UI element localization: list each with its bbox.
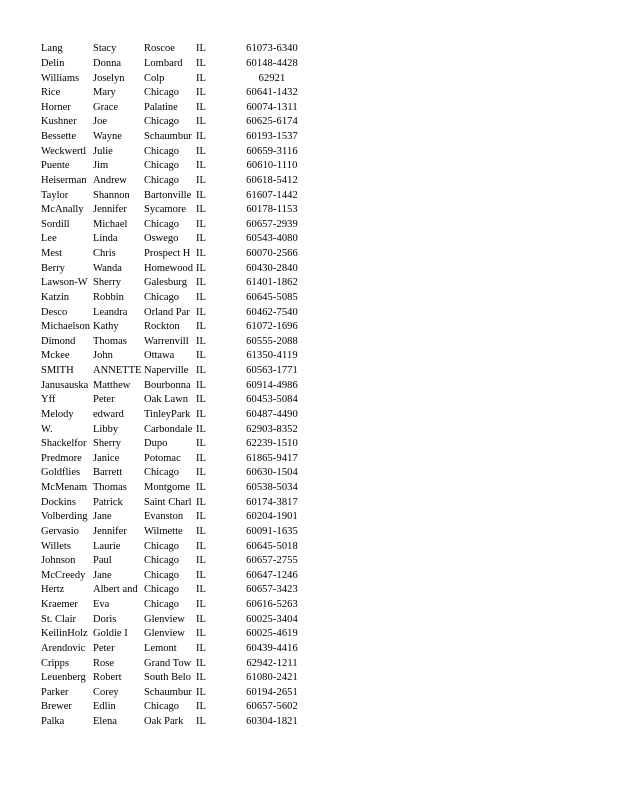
first-name-cell: Jennifer xyxy=(93,525,127,537)
state-cell: IL xyxy=(196,248,206,260)
table-row xyxy=(41,612,308,627)
state-cell: IL xyxy=(196,686,206,698)
zip-cell: 61865-9417 xyxy=(246,452,298,464)
table-row xyxy=(41,349,308,364)
zip-cell: 60304-1821 xyxy=(246,716,298,728)
table-row xyxy=(41,466,308,481)
first-name-cell: Chris xyxy=(93,248,116,260)
first-name-cell: Andrew xyxy=(93,174,127,186)
first-name-cell: ANNETTE xyxy=(93,365,142,377)
city-cell: Dupo xyxy=(144,438,168,450)
zip-cell: 60657-2939 xyxy=(246,218,298,230)
first-name-cell: Barrett xyxy=(93,467,123,479)
first-name-cell: Elena xyxy=(93,716,117,728)
city-cell: Chicago xyxy=(144,584,179,596)
first-name-cell: Rose xyxy=(93,657,114,669)
zip-cell: 60538-5034 xyxy=(246,482,298,494)
city-cell: Chicago xyxy=(144,467,179,479)
table-row xyxy=(41,671,308,686)
state-cell: IL xyxy=(196,365,206,377)
city-cell: Homewood xyxy=(144,262,193,274)
first-name-cell: Jane xyxy=(93,511,112,523)
first-name-cell: Edlin xyxy=(93,701,116,713)
city-cell: Oak Park xyxy=(144,716,184,728)
first-name-cell: Stacy xyxy=(93,43,117,55)
first-name-cell: Sherry xyxy=(93,277,121,289)
zip-cell: 60430-2840 xyxy=(246,262,298,274)
last-name-cell: Parker xyxy=(41,686,69,698)
table-row xyxy=(41,188,308,203)
zip-cell: 61072-1696 xyxy=(246,321,298,333)
table-row xyxy=(41,408,308,423)
city-cell: Palatine xyxy=(144,101,178,113)
last-name-cell: Volberding xyxy=(41,511,88,523)
table-row xyxy=(41,554,308,569)
city-cell: Prospect H xyxy=(144,248,191,260)
state-cell: IL xyxy=(196,394,206,406)
state-cell: IL xyxy=(196,72,206,84)
first-name-cell: Wayne xyxy=(93,131,122,143)
table-row xyxy=(41,276,308,291)
first-name-cell: Sherry xyxy=(93,438,121,450)
first-name-cell: Thomas xyxy=(93,482,127,494)
city-cell: Colp xyxy=(144,72,165,84)
first-name-cell: Albert and xyxy=(93,584,138,596)
table-row xyxy=(41,335,308,350)
city-cell: Roscoe xyxy=(144,43,175,55)
first-name-cell: Jane xyxy=(93,569,112,581)
zip-cell: 61350-4119 xyxy=(246,350,298,362)
first-name-cell: Thomas xyxy=(93,335,127,347)
table-row xyxy=(41,115,308,130)
first-name-cell: Libby xyxy=(93,423,119,435)
city-cell: Galesburg xyxy=(144,277,187,289)
state-cell: IL xyxy=(196,555,206,567)
table-row xyxy=(41,130,308,145)
city-cell: Chicago xyxy=(144,116,179,128)
last-name-cell: Taylor xyxy=(41,189,69,201)
zip-cell: 61080-2421 xyxy=(246,672,298,684)
zip-cell: 60659-3116 xyxy=(246,145,298,157)
table-row xyxy=(41,247,308,262)
table-row xyxy=(41,174,308,189)
table-row xyxy=(41,101,308,116)
first-name-cell: Leandra xyxy=(93,306,128,318)
city-cell: Rockton xyxy=(144,321,180,333)
state-cell: IL xyxy=(196,452,206,464)
last-name-cell: Lee xyxy=(41,233,57,245)
table-row xyxy=(41,57,308,72)
state-cell: IL xyxy=(196,613,206,625)
city-cell: Chicago xyxy=(144,701,179,713)
last-name-cell: SMITH xyxy=(41,365,74,377)
city-cell: Sycamore xyxy=(144,204,186,216)
table-row xyxy=(41,598,308,613)
last-name-cell: Williams xyxy=(41,72,80,84)
zip-cell: 60462-7540 xyxy=(246,306,298,318)
first-name-cell: Julie xyxy=(93,145,113,157)
table-row xyxy=(41,583,308,598)
table-row xyxy=(41,686,308,701)
last-name-cell: Bessette xyxy=(41,131,76,143)
table-row xyxy=(41,642,308,657)
first-name-cell: Corey xyxy=(93,686,119,698)
zip-cell: 60630-1504 xyxy=(246,467,298,479)
table-row xyxy=(41,627,308,642)
state-cell: IL xyxy=(196,672,206,684)
first-name-cell: Grace xyxy=(93,101,119,113)
table-row xyxy=(41,364,308,379)
last-name-cell: Berry xyxy=(41,262,65,274)
zip-cell: 60174-3817 xyxy=(246,496,298,508)
last-name-cell: Mckee xyxy=(41,350,70,362)
zip-cell: 60641-1432 xyxy=(246,87,298,99)
table-row xyxy=(41,715,308,730)
last-name-cell: Michaelson xyxy=(41,321,90,333)
city-cell: Oswego xyxy=(144,233,179,245)
last-name-cell: Brewer xyxy=(41,701,72,713)
zip-cell: 60194-2651 xyxy=(246,686,298,698)
last-name-cell: Janusauska xyxy=(41,379,89,391)
city-cell: Chicago xyxy=(144,599,179,611)
last-name-cell: Hertz xyxy=(41,584,65,596)
state-cell: IL xyxy=(196,277,206,289)
city-cell: Carbondale xyxy=(144,423,193,435)
state-cell: IL xyxy=(196,116,206,128)
city-cell: Lemont xyxy=(144,642,177,654)
city-cell: Chicago xyxy=(144,555,179,567)
state-cell: IL xyxy=(196,569,206,581)
city-cell: Lombard xyxy=(144,57,183,69)
last-name-cell: Palka xyxy=(41,716,65,728)
state-cell: IL xyxy=(196,291,206,303)
zip-cell: 61401-1862 xyxy=(246,277,298,289)
last-name-cell: Delin xyxy=(41,57,65,69)
table-row xyxy=(41,86,308,101)
last-name-cell: Lawson-W xyxy=(41,277,88,289)
city-cell: Montgome xyxy=(144,482,191,494)
zip-cell: 60178-1153 xyxy=(246,204,298,216)
last-name-cell: Kushner xyxy=(41,116,77,128)
first-name-cell: Doris xyxy=(93,613,117,625)
city-cell: Chicago xyxy=(144,160,179,172)
last-name-cell: Katzin xyxy=(41,291,69,303)
table-row xyxy=(41,320,308,335)
state-cell: IL xyxy=(196,716,206,728)
city-cell: Chicago xyxy=(144,145,179,157)
city-cell: Glenview xyxy=(144,628,185,640)
first-name-cell: Janice xyxy=(93,452,120,464)
first-name-cell: edward xyxy=(93,408,124,420)
table-row xyxy=(41,525,308,540)
zip-cell: 60625-6174 xyxy=(246,116,298,128)
last-name-cell: Heiserman xyxy=(41,174,87,186)
first-name-cell: Wanda xyxy=(93,262,122,274)
last-name-cell: Shackelfor xyxy=(41,438,87,450)
state-cell: IL xyxy=(196,174,206,186)
city-cell: TinleyPark xyxy=(144,408,191,420)
zip-cell: 61607-1442 xyxy=(246,189,298,201)
state-cell: IL xyxy=(196,321,206,333)
zip-cell: 62942-1211 xyxy=(246,657,298,669)
state-cell: IL xyxy=(196,423,206,435)
state-cell: IL xyxy=(196,262,206,274)
zip-cell: 60204-1901 xyxy=(246,511,298,523)
state-cell: IL xyxy=(196,525,206,537)
first-name-cell: John xyxy=(93,350,113,362)
last-name-cell: St. Clair xyxy=(41,613,77,625)
zip-cell: 60616-5263 xyxy=(246,599,298,611)
zip-cell: 60555-2088 xyxy=(246,335,298,347)
city-cell: Potomac xyxy=(144,452,181,464)
last-name-cell: Horner xyxy=(41,101,71,113)
last-name-cell: Melody xyxy=(41,408,74,420)
state-cell: IL xyxy=(196,145,206,157)
first-name-cell: Joe xyxy=(93,116,107,128)
table-row xyxy=(41,393,308,408)
table-row xyxy=(41,305,308,320)
zip-cell: 60148-4428 xyxy=(246,57,298,69)
last-name-cell: Dockins xyxy=(41,496,76,508)
zip-cell: 62921 xyxy=(258,72,286,84)
city-cell: Saint Charl xyxy=(144,496,192,508)
zip-cell: 60657-2755 xyxy=(246,555,298,567)
state-cell: IL xyxy=(196,599,206,611)
last-name-cell: Cripps xyxy=(41,657,70,669)
city-cell: Warrenvill xyxy=(144,335,189,347)
zip-cell: 60193-1537 xyxy=(246,131,298,143)
city-cell: Chicago xyxy=(144,291,179,303)
city-cell: Ottawa xyxy=(144,350,175,362)
city-cell: Oak Lawn xyxy=(144,394,189,406)
first-name-cell: Michael xyxy=(93,218,128,230)
city-cell: South Belo xyxy=(144,672,191,684)
first-name-cell: Jim xyxy=(93,160,109,172)
city-cell: Chicago xyxy=(144,174,179,186)
state-cell: IL xyxy=(196,131,206,143)
state-cell: IL xyxy=(196,496,206,508)
table-row xyxy=(41,510,308,525)
last-name-cell: Sordill xyxy=(41,218,70,230)
first-name-cell: Shannon xyxy=(93,189,130,201)
last-name-cell: McCreedy xyxy=(41,569,86,581)
zip-cell: 60453-5084 xyxy=(246,394,298,406)
first-name-cell: Robbin xyxy=(93,291,124,303)
table-row xyxy=(41,569,308,584)
state-cell: IL xyxy=(196,584,206,596)
first-name-cell: Joselyn xyxy=(93,72,125,84)
zip-cell: 60543-4080 xyxy=(246,233,298,245)
zip-cell: 60025-4619 xyxy=(246,628,298,640)
city-cell: Bourbonna xyxy=(144,379,191,391)
table-row xyxy=(41,291,308,306)
table-row xyxy=(41,700,308,715)
zip-cell: 60618-5412 xyxy=(246,174,298,186)
address-table xyxy=(41,42,308,729)
last-name-cell: Johnson xyxy=(41,555,76,567)
last-name-cell: KeilinHolz xyxy=(41,628,88,640)
last-name-cell: Gervasio xyxy=(41,525,79,537)
table-row xyxy=(41,203,308,218)
table-row xyxy=(41,218,308,233)
zip-cell: 60563-1771 xyxy=(246,365,298,377)
state-cell: IL xyxy=(196,218,206,230)
first-name-cell: Robert xyxy=(93,672,122,684)
city-cell: Orland Par xyxy=(144,306,190,318)
zip-cell: 60657-5602 xyxy=(246,701,298,713)
city-cell: Bartonville xyxy=(144,189,192,201)
state-cell: IL xyxy=(196,482,206,494)
table-row xyxy=(41,378,308,393)
state-cell: IL xyxy=(196,408,206,420)
last-name-cell: W. xyxy=(41,423,53,435)
first-name-cell: Peter xyxy=(93,642,115,654)
first-name-cell: Kathy xyxy=(93,321,119,333)
zip-cell: 60647-1246 xyxy=(246,569,298,581)
zip-cell: 60610-1110 xyxy=(246,160,298,172)
city-cell: Chicago xyxy=(144,569,179,581)
city-cell: Chicago xyxy=(144,218,179,230)
last-name-cell: Weckwertl xyxy=(41,145,87,157)
table-row xyxy=(41,539,308,554)
zip-cell: 62239-1510 xyxy=(246,438,298,450)
state-cell: IL xyxy=(196,642,206,654)
table-row xyxy=(41,261,308,276)
table-row xyxy=(41,481,308,496)
first-name-cell: Mary xyxy=(93,87,116,99)
last-name-cell: Kraemer xyxy=(41,599,78,611)
first-name-cell: Laurie xyxy=(93,540,121,552)
first-name-cell: Eva xyxy=(93,599,110,611)
city-cell: Wilmette xyxy=(144,525,183,537)
last-name-cell: Desco xyxy=(41,306,68,318)
zip-cell: 60439-4416 xyxy=(246,642,298,654)
last-name-cell: McAnally xyxy=(41,204,84,216)
state-cell: IL xyxy=(196,540,206,552)
city-cell: Schaumbur xyxy=(144,131,192,143)
zip-cell: 60657-3423 xyxy=(246,584,298,596)
last-name-cell: Goldflies xyxy=(41,467,81,479)
state-cell: IL xyxy=(196,701,206,713)
table-row xyxy=(41,656,308,671)
state-cell: IL xyxy=(196,467,206,479)
state-cell: IL xyxy=(196,511,206,523)
zip-cell: 60645-5085 xyxy=(246,291,298,303)
zip-cell: 60070-2566 xyxy=(246,248,298,260)
state-cell: IL xyxy=(196,335,206,347)
state-cell: IL xyxy=(196,57,206,69)
city-cell: Schaumbur xyxy=(144,686,192,698)
state-cell: IL xyxy=(196,204,206,216)
last-name-cell: Mest xyxy=(41,248,62,260)
state-cell: IL xyxy=(196,43,206,55)
first-name-cell: Donna xyxy=(93,57,121,69)
city-cell: Chicago xyxy=(144,540,179,552)
address-table-body xyxy=(41,42,308,729)
zip-cell: 60487-4490 xyxy=(246,408,298,420)
city-cell: Evanston xyxy=(144,511,184,523)
state-cell: IL xyxy=(196,628,206,640)
table-row xyxy=(41,71,308,86)
last-name-cell: Arendovic xyxy=(41,642,86,654)
state-cell: IL xyxy=(196,379,206,391)
table-row xyxy=(41,422,308,437)
zip-cell: 60914-4986 xyxy=(246,379,298,391)
table-row xyxy=(41,232,308,247)
state-cell: IL xyxy=(196,350,206,362)
table-row xyxy=(41,42,308,57)
zip-cell: 61073-6340 xyxy=(246,43,298,55)
first-name-cell: Patrick xyxy=(93,496,123,508)
last-name-cell: Leuenberg xyxy=(41,672,86,684)
table-row xyxy=(41,159,308,174)
city-cell: Grand Tow xyxy=(144,657,192,669)
state-cell: IL xyxy=(196,87,206,99)
zip-cell: 60074-1311 xyxy=(246,101,298,113)
last-name-cell: McMenam xyxy=(41,482,88,494)
first-name-cell: Matthew xyxy=(93,379,131,391)
city-cell: Chicago xyxy=(144,87,179,99)
table-row xyxy=(41,144,308,159)
first-name-cell: Peter xyxy=(93,394,115,406)
state-cell: IL xyxy=(196,306,206,318)
table-row xyxy=(41,452,308,467)
last-name-cell: Dimond xyxy=(41,335,76,347)
state-cell: IL xyxy=(196,189,206,201)
first-name-cell: Jennifer xyxy=(93,204,127,216)
table-row xyxy=(41,495,308,510)
first-name-cell: Goldie I xyxy=(93,628,128,640)
last-name-cell: Willets xyxy=(41,540,71,552)
state-cell: IL xyxy=(196,233,206,245)
zip-cell: 62903-8352 xyxy=(246,423,298,435)
city-cell: Naperville xyxy=(144,365,189,377)
zip-cell: 60025-3404 xyxy=(246,613,298,625)
last-name-cell: Lang xyxy=(41,43,63,55)
zip-cell: 60645-5018 xyxy=(246,540,298,552)
first-name-cell: Linda xyxy=(93,233,118,245)
zip-cell: 60091-1635 xyxy=(246,525,298,537)
last-name-cell: Yff xyxy=(41,394,56,406)
last-name-cell: Puente xyxy=(41,160,70,172)
state-cell: IL xyxy=(196,438,206,450)
last-name-cell: Predmore xyxy=(41,452,82,464)
last-name-cell: Rice xyxy=(41,87,61,99)
city-cell: Glenview xyxy=(144,613,185,625)
first-name-cell: Paul xyxy=(93,555,112,567)
state-cell: IL xyxy=(196,160,206,172)
table-row xyxy=(41,437,308,452)
state-cell: IL xyxy=(196,101,206,113)
state-cell: IL xyxy=(196,657,206,669)
